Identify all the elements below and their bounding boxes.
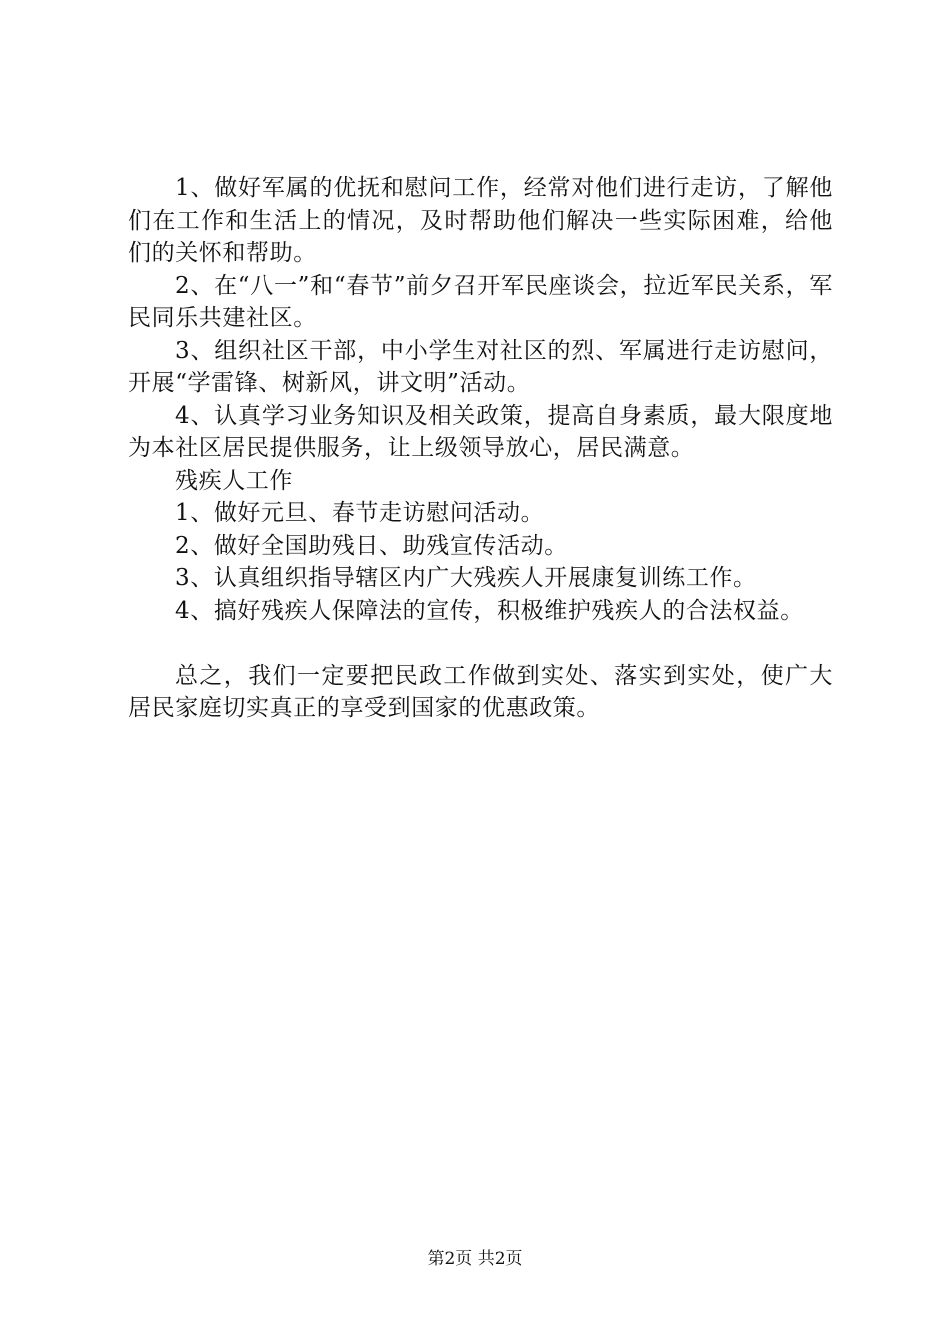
list-item-disabled-4: 4、搞好残疾人保障法的宣传，积极维护残疾人的合法权益。 [175, 597, 804, 624]
paragraph-military-care: 1、做好军属的优抚和慰问工作，经常对他们进行走访，了解他们在工作和生活上的情况，及时帮助他们解决一些实际困难，给他们的关怀和帮助。 [128, 175, 833, 266]
page-footer: 第2页 共2页 [427, 1249, 523, 1269]
blank-line [128, 627, 833, 660]
paragraph-conclusion: 总之，我们一定要把民政工作做到实处、落实到实处，使广大居民家庭切实真正的享受到国家的优惠政策。 [128, 662, 833, 721]
paragraph-army-civilian-meeting: 2、在“八一”和“春节”前夕召开军民座谈会，拉近军民关系，军民同乐共建社区。 [128, 272, 833, 331]
list-item-disabled-3: 3、认真组织指导辖区内广大残疾人开展康复训练工作。 [175, 565, 757, 591]
list-item-disabled-1: 1、做好元旦、春节走访慰问活动。 [175, 500, 545, 526]
section-heading-disabled-work: 残疾人工作 [175, 467, 293, 494]
document-body [128, 172, 833, 725]
list-item-disabled-2: 2、做好全国助残日、助残宣传活动。 [175, 532, 568, 559]
paragraph-study-policy: 4、认真学习业务知识及相关政策，提高自身素质，最大限度地为本社区居民提供服务，让上级领导放心，居民满意。 [128, 402, 833, 461]
paragraph-visit-families: 3、组织社区干部，中小学生对社区的烈、军属进行走访慰问，开展“学雷锋、树新风，讲文明”活动。 [128, 337, 833, 396]
